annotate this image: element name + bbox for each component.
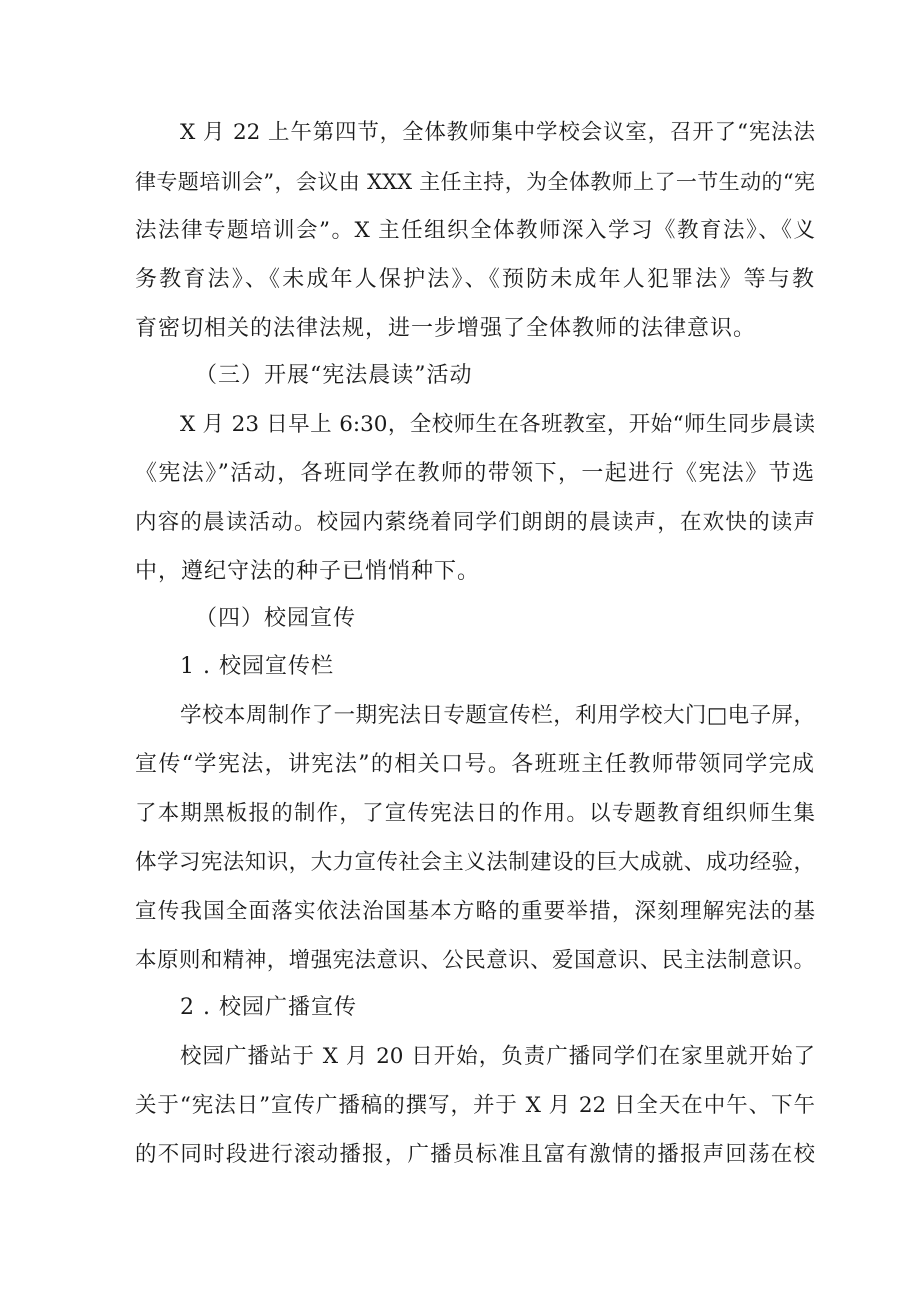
paragraph-4-line-1: 校园广播站于 X 月 20 日开始，负责广播同学们在家里就开始了: [180, 1044, 815, 1069]
paragraph-1-line-3: 法法律专题培训会”。X 主任组织全体教师深入学习《教育法》、《义: [135, 218, 815, 243]
paragraph-4-line-3: 的不同时段进行滚动播报，广播员标准且富有激情的播报声回荡在校: [135, 1142, 815, 1167]
paragraph-2-line-4: 中，遵纪守法的种子已悄悄种下。: [135, 559, 481, 584]
paragraph-2-line-2: 《宪法》”活动，各班同学在教师的带领下，一起进行《宪法》节选: [135, 461, 815, 486]
paragraph-3-line-3: 了本期黑板报的制作，了宣传宪法日的作用。以专题教育组织师生集: [135, 801, 815, 826]
paragraph-1-line-2: 律专题培训会”，会议由 XXX 主任主持，为全体教师上了一节生动的“宪: [135, 170, 815, 194]
paragraph-3-line-5: 宣传我国全面落实依法治国基本方略的重要举措，深刻理解宪法的基: [135, 899, 815, 924]
paragraph-2-line-1: X 月 23 日早上 6:30，全校师生在各班教室，开始“师生同步晨读: [180, 412, 815, 437]
paragraph-2-line-3: 内容的晨读活动。校园内萦绕着同学们朗朗的晨读声，在欢快的读声: [135, 510, 815, 535]
paragraph-1-line-4: 务教育法》、《未成年人保护法》、《预防未成年人犯罪法》等与教: [135, 267, 815, 292]
paragraph-3-line-1: 学校本周制作了一期宪法日专题宣传栏，利用学校大门□电子屏，: [180, 703, 815, 728]
section-heading-3: （三）开展“宪法晨读”活动: [195, 363, 473, 388]
paragraph-1-line-5: 育密切相关的法律法规，进一步增强了全体教师的法律意识。: [135, 316, 757, 341]
subheading-1: 1 . 校园宣传栏: [180, 654, 334, 679]
paragraph-3-line-4: 体学习宪法知识，大力宣传社会主义法制建设的巨大成就、成功经验，: [135, 850, 815, 875]
subheading-2: 2 . 校园广播宣传: [180, 995, 357, 1020]
paragraph-3-line-6: 本原则和精神，增强宪法意识、公民意识、爱国意识、民主法制意识。: [135, 948, 815, 973]
section-heading-4: （四）校园宣传: [195, 606, 357, 631]
paragraph-4-line-2: 关于“宪法日”宣传广播稿的撰写，并于 X 月 22 日全天在中午、下午: [135, 1093, 815, 1118]
paragraph-3-line-2: 宣传“学宪法，讲宪法”的相关口号。各班班主任教师带领同学完成: [135, 752, 815, 777]
paragraph-1-line-1: X 月 22 上午第四节，全体教师集中学校会议室，召开了“宪法法: [180, 120, 815, 145]
